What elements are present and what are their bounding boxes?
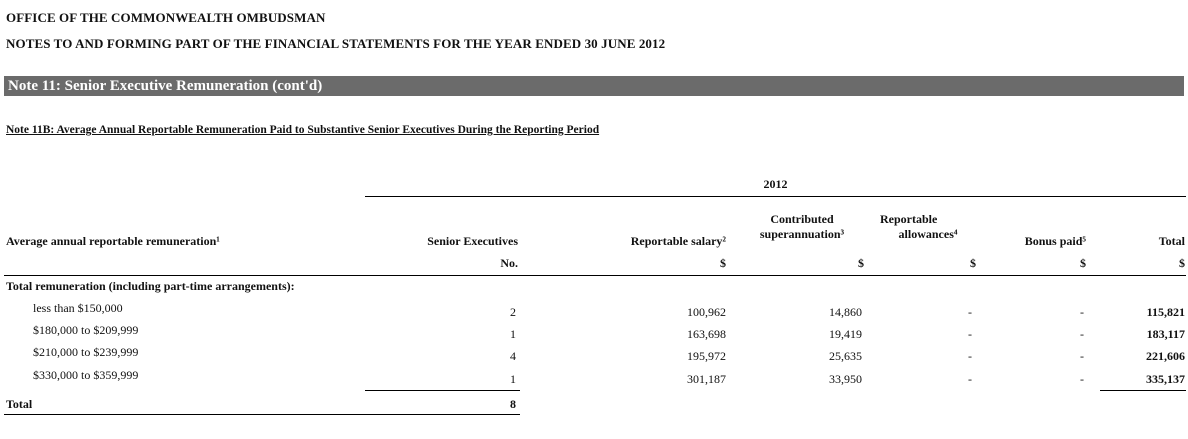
section-label: Total remuneration (including part-time arrangements): (6, 279, 295, 293)
note-title-band: Note 11: Senior Executive Remuneration (cont'd) (4, 76, 1184, 96)
row-allowances: - (968, 349, 972, 363)
row-bonus: - (1080, 349, 1084, 363)
row-bonus: - (1080, 372, 1084, 386)
year-header: 2012 (763, 177, 788, 191)
col-remuneration: Average annual reportable remuneration¹ (6, 234, 220, 248)
col-total-unit: $ (1179, 256, 1185, 270)
row-total: 183,117 (1146, 327, 1185, 341)
row-band: $330,000 to $359,999 (33, 368, 139, 382)
row-allowances: - (968, 372, 972, 386)
col-super-line1: Contributed (770, 212, 834, 226)
col-salary: Reportable salary² (630, 234, 726, 248)
col-allow-unit: $ (970, 256, 976, 270)
row-allowances: - (968, 327, 972, 341)
note-subtitle: Note 11B: Average Annual Reportable Remuneration Paid to Substantive Senior Executives During the Reporting Period (6, 124, 600, 136)
row-band: less than $150,000 (33, 301, 123, 315)
row-executives: 4 (510, 349, 516, 363)
row-super: 14,860 (829, 305, 862, 319)
row-super: 25,635 (829, 349, 862, 363)
row-salary: 195,972 (687, 349, 726, 363)
total-rule-total (1100, 390, 1186, 391)
row-allowances: - (968, 305, 972, 319)
year-rule (365, 196, 1186, 197)
row-super: 33,950 (829, 372, 862, 386)
total-bottom-rule (4, 414, 520, 415)
organisation-heading: OFFICE OF THE COMMONWEALTH OMBUDSMAN (6, 10, 326, 25)
row-executives: 1 (510, 372, 516, 386)
col-bonus: Bonus paid⁵ (1024, 234, 1086, 248)
row-executives: 2 (510, 305, 516, 319)
statement-heading: NOTES TO AND FORMING PART OF THE FINANCIAL STATEMENTS FOR THE YEAR ENDED 30 JUNE 2012 (6, 36, 666, 51)
row-total: 335,137 (1146, 372, 1185, 386)
row-executives: 1 (510, 327, 516, 341)
total-rule-executives (365, 390, 520, 391)
col-super-unit: $ (858, 256, 864, 270)
row-band: $210,000 to $239,999 (33, 345, 139, 359)
col-executives: Senior Executives (427, 234, 518, 248)
row-salary: 301,187 (687, 372, 726, 386)
col-allow-line1: Reportable (880, 212, 938, 226)
col-allow-line2: allowances⁴ (898, 227, 958, 241)
col-total: Total (1158, 234, 1185, 248)
row-total: 221,606 (1146, 349, 1185, 363)
col-salary-unit: $ (720, 256, 726, 270)
total-row-label: Total (6, 397, 33, 411)
total-row-executives: 8 (510, 397, 516, 411)
row-super: 19,419 (829, 327, 862, 341)
row-bonus: - (1080, 305, 1084, 319)
row-salary: 100,962 (687, 305, 726, 319)
col-super-line2: superannuation³ (759, 227, 845, 241)
col-bonus-unit: $ (1080, 256, 1086, 270)
row-bonus: - (1080, 327, 1084, 341)
row-band: $180,000 to $209,999 (33, 323, 139, 337)
row-total: 115,821 (1146, 305, 1185, 319)
row-salary: 163,698 (687, 327, 726, 341)
col-executives-unit: No. (500, 256, 518, 270)
header-rule (4, 275, 1186, 276)
